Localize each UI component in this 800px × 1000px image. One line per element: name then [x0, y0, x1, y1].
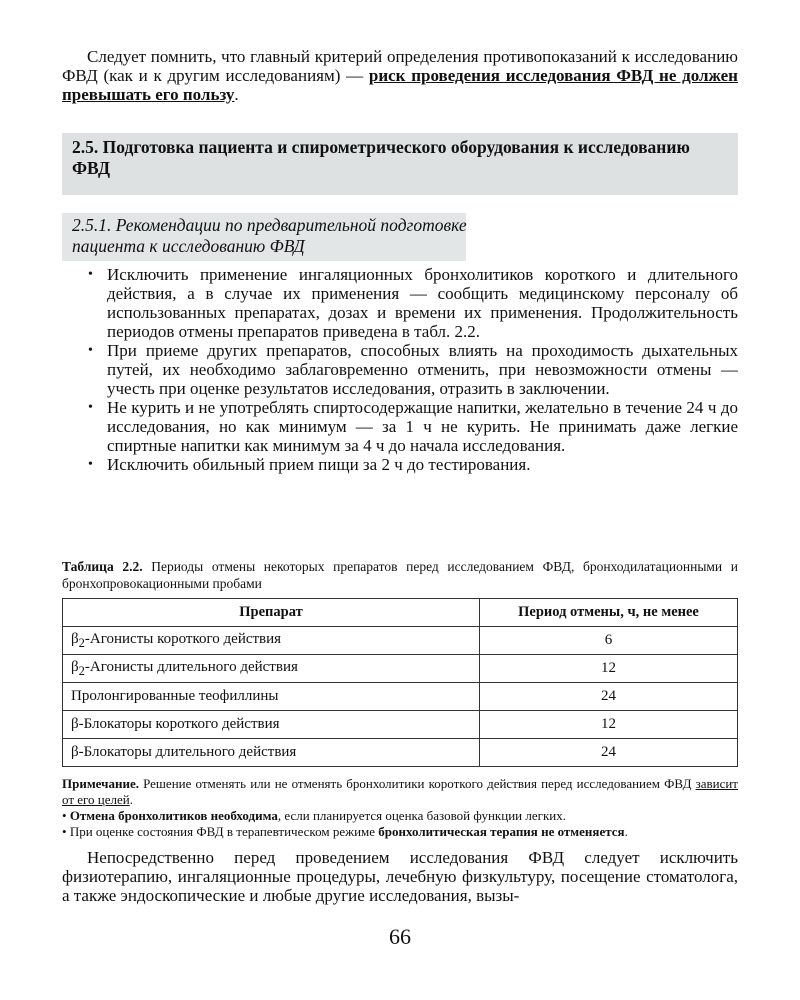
- note-paragraph: [62, 776, 738, 808]
- drug-cell: [63, 711, 480, 739]
- note-item-text: , если планируется оценка базовой функции легких.: [277, 808, 566, 823]
- note-item: [62, 824, 738, 840]
- bullet-icon: •: [88, 400, 93, 415]
- beta-symbol: β: [71, 658, 79, 675]
- page-number: 66: [389, 924, 411, 949]
- drug-name: Пролонгированные теофиллины: [71, 688, 279, 704]
- drug-cell: [63, 627, 480, 655]
- table-caption-text: Периоды отмены некоторых препаратов перед исследованием ФВД, бронходилатационными и бронхопровокационными пробами: [62, 559, 739, 591]
- note-text: Решение отменять или не отменять бронхолитики короткого действия перед исследованием ФВД: [138, 776, 696, 791]
- note-item-bold: бронхолитическая терапия не отменяется: [378, 824, 625, 839]
- outro-paragraph: Непосредственно перед проведением исследования ФВД следует исключить физиотерапию, ингаляционные процедуры, лечебную физкультуру, посещение стоматолога, а также эндоскопические и любые другие исследования, вызы-: [62, 848, 738, 905]
- table-row: [63, 739, 738, 767]
- beta-symbol: β: [71, 716, 79, 732]
- note-item-bold: Отмена бронхолитиков необходима: [69, 808, 278, 823]
- section-heading: 2.5. Подготовка пациента и спирометрического оборудования к исследованию ФВД: [72, 137, 690, 178]
- intro-text: Следует помнить, что главный критерий определения противопоказаний к исследованию ФВД (как и к другим исследованиям) —: [62, 47, 738, 85]
- bullet-icon: •: [62, 824, 67, 839]
- withdrawal-periods-table: [62, 598, 738, 767]
- period-cell: 12: [480, 655, 738, 683]
- list-item-text: Исключить обильный прием пищи за 2 ч до тестирования.: [107, 455, 531, 474]
- intro-paragraph: [62, 47, 738, 104]
- note-item-text: При оценке состояния ФВД в терапевтическом режиме: [69, 824, 379, 839]
- table-row: [63, 655, 738, 683]
- note-label: Примечание.: [62, 776, 139, 791]
- list-item-text: Исключить применение ингаляционных бронхолитиков короткого и длительного действия, а в случае их применения — сообщить медицинскому персоналу об использованных препаратах, дозах и времени их применения. Продолжительность периодов отмены препаратов приведена в табл. 2.2.: [107, 265, 738, 341]
- note-item-end: .: [624, 824, 628, 839]
- beta-symbol: β: [71, 744, 79, 760]
- list-item: [62, 341, 738, 398]
- table-row: [63, 711, 738, 739]
- bullet-icon: •: [88, 267, 93, 282]
- drug-cell: [63, 683, 480, 711]
- list-item: [62, 265, 738, 341]
- column-header-period: Период отмены, ч, не менее: [480, 599, 738, 627]
- table-note: [62, 776, 738, 840]
- bullet-icon: •: [62, 808, 67, 823]
- beta-symbol: β: [71, 630, 79, 647]
- drug-name: -Блокаторы короткого действия: [78, 716, 280, 732]
- column-header-drug: Препарат: [63, 599, 480, 627]
- intro-end: .: [234, 85, 239, 104]
- table-caption: [62, 558, 738, 592]
- subsection-heading: 2.5.1. Рекомендации по предварительной подготовке пациента к исследованию ФВД: [72, 215, 467, 256]
- list-item-text: Не курить и не употреблять спиртосодержащие напитки, желательно в течение 24 ч до исследования, но как минимум — за 1 ч не курить. Не принимать даже легкие спиртные напитки как минимум за 4 ч до начала исследования.: [107, 398, 738, 455]
- table-row: [63, 683, 738, 711]
- list-item: [62, 398, 738, 455]
- list-item-text: При приеме других препаратов, способных влиять на проходимость дыхательных путей, их необходимо заблаговременно отменить, при невозможности отмены — учесть при оценке результатов исследования, отразить в заключении.: [107, 341, 738, 398]
- drug-cell: [63, 739, 480, 767]
- drug-name: -Блокаторы длительного действия: [78, 744, 297, 760]
- period-cell: 24: [480, 739, 738, 767]
- bullet-icon: •: [88, 343, 93, 358]
- recommendations-list: [62, 265, 738, 474]
- list-item: [62, 455, 738, 474]
- drug-name: -Агонисты длительного действия: [84, 658, 298, 675]
- bullet-icon: •: [88, 457, 93, 472]
- period-cell: 12: [480, 711, 738, 739]
- subscript: 2: [78, 663, 85, 678]
- note-item: [62, 808, 738, 824]
- drug-cell: [63, 655, 480, 683]
- drug-name: -Агонисты короткого действия: [84, 630, 282, 647]
- table-caption-label: Таблица 2.2.: [62, 559, 143, 574]
- subscript: 2: [78, 635, 85, 650]
- table-header-row: [63, 599, 738, 627]
- period-cell: 24: [480, 683, 738, 711]
- period-cell: 6: [480, 627, 738, 655]
- note-end: .: [129, 792, 133, 807]
- table-row: [63, 627, 738, 655]
- intro-emphasis: риск проведения исследования ФВД не должен превышать его пользу: [62, 66, 738, 104]
- note-underlined: зависит от его целей: [62, 776, 738, 807]
